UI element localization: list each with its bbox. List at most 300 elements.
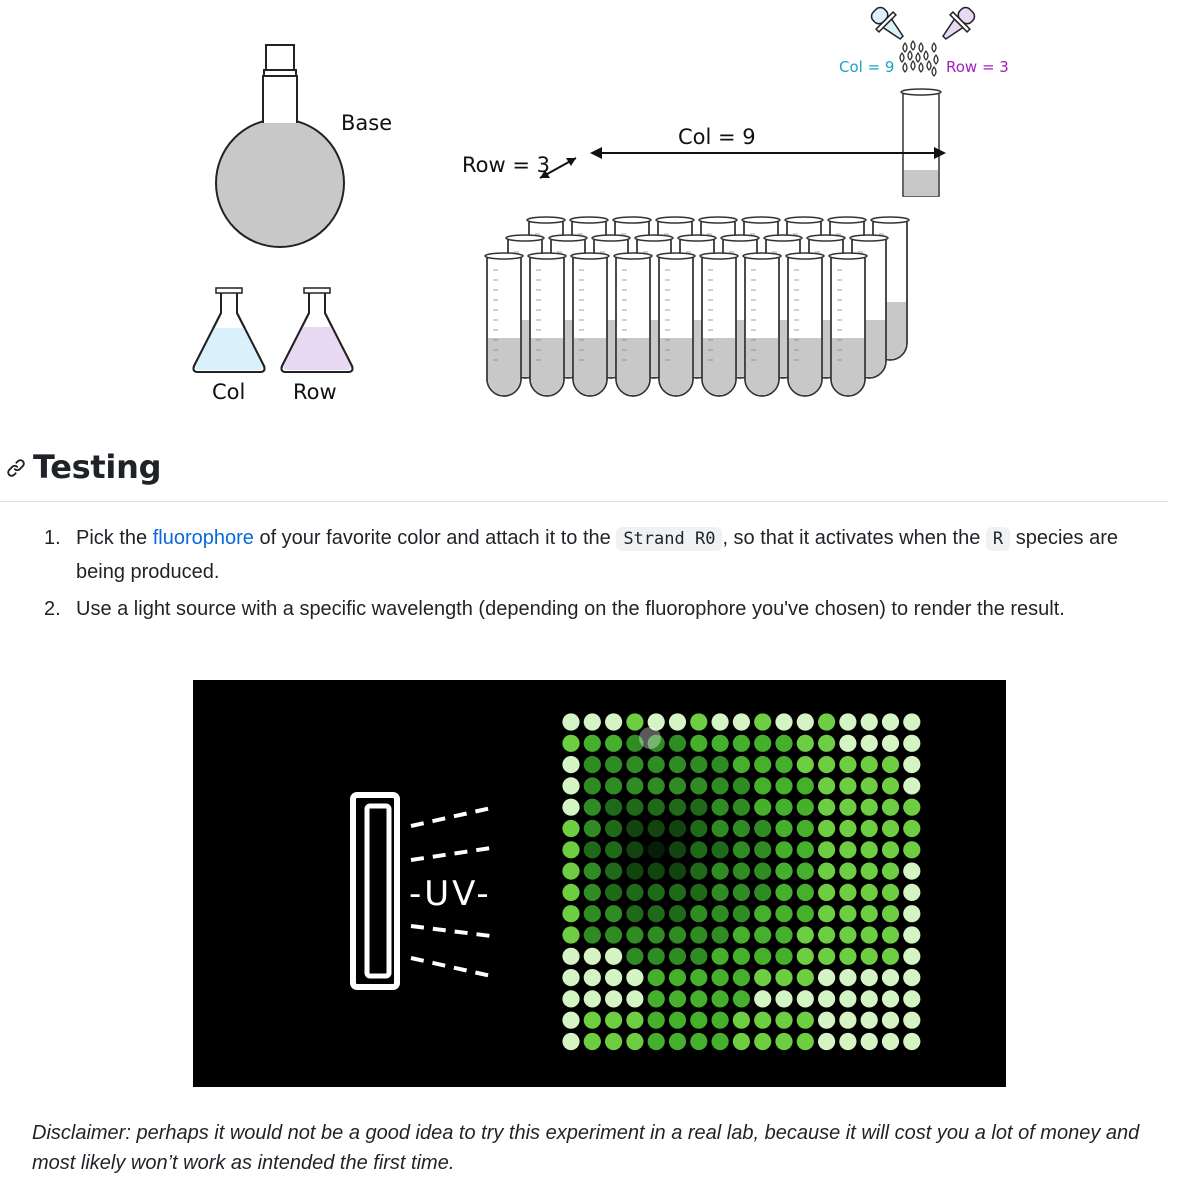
well-dot — [648, 926, 665, 943]
well-dot — [712, 1012, 729, 1029]
well-dot — [861, 990, 878, 1007]
test-tube-icon — [485, 253, 523, 396]
well-dot — [562, 863, 579, 880]
well-dot — [839, 863, 856, 880]
well-dot — [690, 884, 707, 901]
well-dot — [712, 820, 729, 837]
well-dot — [903, 863, 920, 880]
well-dot — [754, 1012, 771, 1029]
well-dot — [797, 948, 814, 965]
well-dot — [605, 863, 622, 880]
uv-label: -UV- — [409, 874, 492, 914]
well-dot — [626, 820, 643, 837]
well-dot — [733, 948, 750, 965]
well-dot — [861, 799, 878, 816]
well-dot — [775, 713, 792, 730]
well-dot — [754, 884, 771, 901]
well-dot — [626, 863, 643, 880]
step-text: , so that it activates when the — [722, 527, 986, 549]
well-dot — [712, 948, 729, 965]
well-dot — [754, 713, 771, 730]
well-dot — [669, 948, 686, 965]
well-dot — [839, 905, 856, 922]
well-dot — [818, 926, 835, 943]
well-dot — [861, 1012, 878, 1029]
well-dot — [861, 948, 878, 965]
well-dot — [562, 756, 579, 773]
test-tube-icon — [743, 253, 781, 396]
well-dot — [775, 926, 792, 943]
species-code: R — [986, 527, 1010, 551]
link-icon[interactable] — [6, 458, 26, 478]
well-dot — [584, 1033, 601, 1050]
well-dot — [648, 905, 665, 922]
well-dot — [818, 820, 835, 837]
well-dot — [690, 969, 707, 986]
well-dot — [584, 735, 601, 752]
well-dot — [690, 1012, 707, 1029]
well-dot — [903, 777, 920, 794]
step-text: Use a light source with a specific wavelength (depending on the fluorophore you've chosen) to render the result. — [76, 598, 1065, 620]
well-dot — [690, 777, 707, 794]
well-dot — [605, 884, 622, 901]
well-dot — [839, 713, 856, 730]
well-dot — [797, 735, 814, 752]
well-dot — [669, 735, 686, 752]
well-dot — [839, 735, 856, 752]
well-dot — [882, 777, 899, 794]
well-dot — [733, 990, 750, 1007]
well-dot — [605, 948, 622, 965]
well-dot — [861, 713, 878, 730]
well-dot — [775, 820, 792, 837]
well-dot — [584, 713, 601, 730]
well-dot — [712, 756, 729, 773]
well-dot — [903, 948, 920, 965]
well-dot — [775, 948, 792, 965]
well-dot — [797, 926, 814, 943]
well-dot — [712, 884, 729, 901]
well-dot — [839, 1012, 856, 1029]
well-dot — [648, 948, 665, 965]
well-dot — [562, 735, 579, 752]
well-dot — [690, 820, 707, 837]
well-dot — [861, 863, 878, 880]
well-dot — [584, 863, 601, 880]
well-dot — [754, 905, 771, 922]
well-dot — [584, 926, 601, 943]
well-dot — [797, 905, 814, 922]
well-dot — [754, 820, 771, 837]
test-tube-icon — [614, 253, 652, 396]
well-dot — [797, 777, 814, 794]
well-dot — [882, 948, 899, 965]
well-dot — [861, 820, 878, 837]
well-dot — [903, 926, 920, 943]
well-dot — [584, 1012, 601, 1029]
well-dot — [754, 969, 771, 986]
well-dot — [712, 863, 729, 880]
highlighted-tube-icon — [901, 89, 941, 196]
well-dot — [733, 799, 750, 816]
well-dot — [626, 905, 643, 922]
well-dot — [882, 884, 899, 901]
well-dot — [562, 841, 579, 858]
well-dot — [605, 905, 622, 922]
well-dot — [797, 820, 814, 837]
well-dot — [690, 863, 707, 880]
well-dot — [648, 1033, 665, 1050]
col-dropper-icon — [866, 2, 910, 46]
well-dot — [733, 820, 750, 837]
well-dot — [669, 820, 686, 837]
well-dot — [690, 990, 707, 1007]
well-dot — [584, 884, 601, 901]
well-dot — [605, 799, 622, 816]
well-dot — [648, 777, 665, 794]
well-dot — [797, 799, 814, 816]
well-dot — [733, 1033, 750, 1050]
well-dot — [690, 756, 707, 773]
well-dot — [669, 777, 686, 794]
well-dot — [584, 756, 601, 773]
well-dot — [712, 905, 729, 922]
well-dot — [626, 926, 643, 943]
well-dot — [584, 799, 601, 816]
section-heading — [0, 446, 1168, 502]
uv-lamp-icon — [353, 795, 397, 987]
well-dot — [690, 905, 707, 922]
well-dot — [626, 756, 643, 773]
well-dot — [882, 841, 899, 858]
well-dot — [712, 777, 729, 794]
well-dot — [839, 969, 856, 986]
well-dot — [818, 990, 835, 1007]
strand-code: Strand R0 — [616, 527, 722, 551]
well-dot — [562, 969, 579, 986]
well-dot — [775, 969, 792, 986]
well-dot — [797, 969, 814, 986]
well-dot — [626, 799, 643, 816]
well-dot — [903, 735, 920, 752]
well-dot — [562, 799, 579, 816]
well-dot — [882, 713, 899, 730]
droplets-icon — [900, 41, 938, 76]
well-dot — [839, 820, 856, 837]
well-dot — [584, 990, 601, 1007]
test-tube-icon — [571, 253, 609, 396]
well-dot — [861, 884, 878, 901]
well-dot — [839, 777, 856, 794]
well-dot — [733, 1012, 750, 1029]
well-dot — [605, 926, 622, 943]
well-dot — [605, 1012, 622, 1029]
well-dot — [648, 756, 665, 773]
well-dot — [775, 756, 792, 773]
steps-list — [40, 522, 1140, 630]
well-dot — [605, 777, 622, 794]
base-flask-icon — [216, 45, 344, 247]
well-dot — [775, 841, 792, 858]
well-dot — [584, 820, 601, 837]
well-dot — [669, 905, 686, 922]
well-dot — [669, 990, 686, 1007]
col-arrow-label: Col = 9 — [678, 125, 756, 149]
dropper-col-label: Col = 9 — [839, 58, 895, 76]
well-dot — [626, 969, 643, 986]
well-dot — [818, 948, 835, 965]
well-dot — [754, 841, 771, 858]
well-dot — [861, 777, 878, 794]
fluorophore-link[interactable]: fluorophore — [152, 527, 254, 549]
well-dot — [648, 969, 665, 986]
col-flask-icon — [194, 288, 265, 372]
well-dot — [562, 820, 579, 837]
well-dot — [626, 841, 643, 858]
well-dot — [818, 756, 835, 773]
well-dot — [839, 884, 856, 901]
well-dot — [861, 1033, 878, 1050]
well-dot — [797, 1012, 814, 1029]
test-tube-icon — [829, 253, 867, 396]
well-dot — [648, 799, 665, 816]
well-plate-grid — [562, 713, 920, 1050]
well-dot — [797, 713, 814, 730]
well-dot — [648, 990, 665, 1007]
step-number: 1. — [44, 527, 61, 549]
well-dot — [839, 926, 856, 943]
well-dot — [584, 969, 601, 986]
well-dot — [818, 884, 835, 901]
well-dot — [861, 969, 878, 986]
well-dot — [775, 863, 792, 880]
well-dot — [626, 990, 643, 1007]
well-dot — [882, 735, 899, 752]
well-dot — [754, 948, 771, 965]
well-dot — [690, 799, 707, 816]
well-dot — [562, 713, 579, 730]
well-dot — [903, 820, 920, 837]
row-arrow-label: Row = 3 — [462, 153, 550, 177]
test-tube-icon — [786, 253, 824, 396]
well-dot — [626, 948, 643, 965]
well-dot — [861, 926, 878, 943]
well-dot — [712, 841, 729, 858]
well-dot — [818, 1012, 835, 1029]
well-dot — [712, 735, 729, 752]
well-dot — [903, 884, 920, 901]
well-dot — [903, 841, 920, 858]
well-dot — [775, 990, 792, 1007]
well-dot — [605, 841, 622, 858]
well-dot — [818, 905, 835, 922]
well-dot — [648, 863, 665, 880]
well-dot — [562, 1033, 579, 1050]
well-dot — [754, 926, 771, 943]
well-dot — [818, 863, 835, 880]
well-dot — [648, 1012, 665, 1029]
well-dot — [584, 841, 601, 858]
well-dot — [882, 756, 899, 773]
well-dot — [733, 863, 750, 880]
well-dot — [775, 884, 792, 901]
well-dot — [648, 841, 665, 858]
well-dot — [882, 990, 899, 1007]
well-dot — [562, 777, 579, 794]
well-dot — [818, 777, 835, 794]
well-dot — [562, 1012, 579, 1029]
well-dot — [690, 735, 707, 752]
well-dot — [626, 1012, 643, 1029]
well-dot — [669, 756, 686, 773]
well-dot — [733, 777, 750, 794]
dropper-row-label: Row = 3 — [946, 58, 1009, 76]
well-dot — [839, 990, 856, 1007]
well-dot — [818, 735, 835, 752]
well-dot — [712, 799, 729, 816]
well-dot — [733, 969, 750, 986]
well-dot — [605, 969, 622, 986]
test-tube-icon — [657, 253, 695, 396]
well-dot — [882, 799, 899, 816]
well-dot — [882, 905, 899, 922]
well-dot — [626, 884, 643, 901]
section-title: Testing — [33, 448, 162, 486]
well-dot — [626, 713, 643, 730]
well-dot — [733, 905, 750, 922]
well-dot — [882, 969, 899, 986]
well-dot — [562, 948, 579, 965]
well-dot — [818, 799, 835, 816]
step-item — [40, 522, 1140, 589]
well-dot — [690, 926, 707, 943]
well-dot — [584, 777, 601, 794]
well-dot — [562, 990, 579, 1007]
well-dot — [669, 799, 686, 816]
well-dot — [882, 1012, 899, 1029]
well-dot — [712, 1033, 729, 1050]
step-number: 2. — [44, 598, 61, 620]
well-dot — [562, 926, 579, 943]
well-dot — [605, 756, 622, 773]
well-dot — [605, 713, 622, 730]
well-dot — [775, 1033, 792, 1050]
well-dot — [690, 1033, 707, 1050]
well-dot — [562, 905, 579, 922]
well-dot — [584, 905, 601, 922]
well-dot — [861, 756, 878, 773]
well-dot — [669, 713, 686, 730]
well-dot — [818, 713, 835, 730]
well-dot — [861, 841, 878, 858]
well-dot — [669, 969, 686, 986]
well-dot — [797, 990, 814, 1007]
row-flask-icon — [282, 288, 353, 372]
well-dot — [839, 1033, 856, 1050]
well-dot — [818, 1033, 835, 1050]
uv-render-panel — [193, 680, 1006, 1087]
well-dot — [562, 884, 579, 901]
well-dot — [797, 756, 814, 773]
well-dot — [669, 1012, 686, 1029]
well-dot — [775, 799, 792, 816]
step-text: Pick the — [76, 527, 153, 549]
well-dot — [839, 841, 856, 858]
well-dot — [903, 969, 920, 986]
well-dot — [712, 990, 729, 1007]
row-flask-label: Row — [293, 380, 337, 404]
well-dot — [839, 799, 856, 816]
well-dot — [690, 948, 707, 965]
well-dot — [754, 799, 771, 816]
well-dot — [903, 905, 920, 922]
well-dot — [818, 969, 835, 986]
well-dot — [733, 926, 750, 943]
well-dot — [754, 777, 771, 794]
well-dot — [797, 884, 814, 901]
step-text: of your favorite color and attach it to the — [253, 527, 617, 549]
base-flask-label: Base — [341, 111, 393, 135]
well-dot — [733, 713, 750, 730]
well-dot — [818, 841, 835, 858]
well-dot — [882, 926, 899, 943]
well-dot — [733, 841, 750, 858]
well-dot — [775, 905, 792, 922]
well-dot — [861, 735, 878, 752]
well-dot — [882, 1033, 899, 1050]
well-dot — [584, 948, 601, 965]
well-dot — [882, 863, 899, 880]
well-dot — [882, 820, 899, 837]
test-tube-icon — [700, 253, 738, 396]
well-dot — [733, 756, 750, 773]
well-dot — [669, 884, 686, 901]
well-dot — [754, 756, 771, 773]
well-dot — [797, 1033, 814, 1050]
well-dot — [690, 713, 707, 730]
well-dot — [754, 990, 771, 1007]
well-dot — [861, 905, 878, 922]
well-dot — [648, 820, 665, 837]
well-dot — [712, 713, 729, 730]
well-dot — [754, 735, 771, 752]
well-dot — [605, 820, 622, 837]
well-dot — [605, 1033, 622, 1050]
well-dot — [903, 990, 920, 1007]
step-item — [40, 593, 1140, 626]
well-dot — [839, 756, 856, 773]
well-dot — [797, 863, 814, 880]
row-dropper-icon — [936, 2, 980, 46]
well-dot — [754, 863, 771, 880]
well-dot — [733, 884, 750, 901]
well-dot — [626, 777, 643, 794]
well-dot — [605, 990, 622, 1007]
well-dot — [669, 926, 686, 943]
well-dot — [903, 713, 920, 730]
lab-illustration — [0, 0, 1200, 420]
well-dot — [775, 1012, 792, 1029]
well-dot — [669, 841, 686, 858]
well-dot — [903, 1033, 920, 1050]
well-dot — [797, 841, 814, 858]
well-dot — [669, 863, 686, 880]
well-dot — [775, 777, 792, 794]
well-dot — [754, 1033, 771, 1050]
well-dot — [712, 969, 729, 986]
well-dot — [605, 735, 622, 752]
well-dot — [712, 926, 729, 943]
